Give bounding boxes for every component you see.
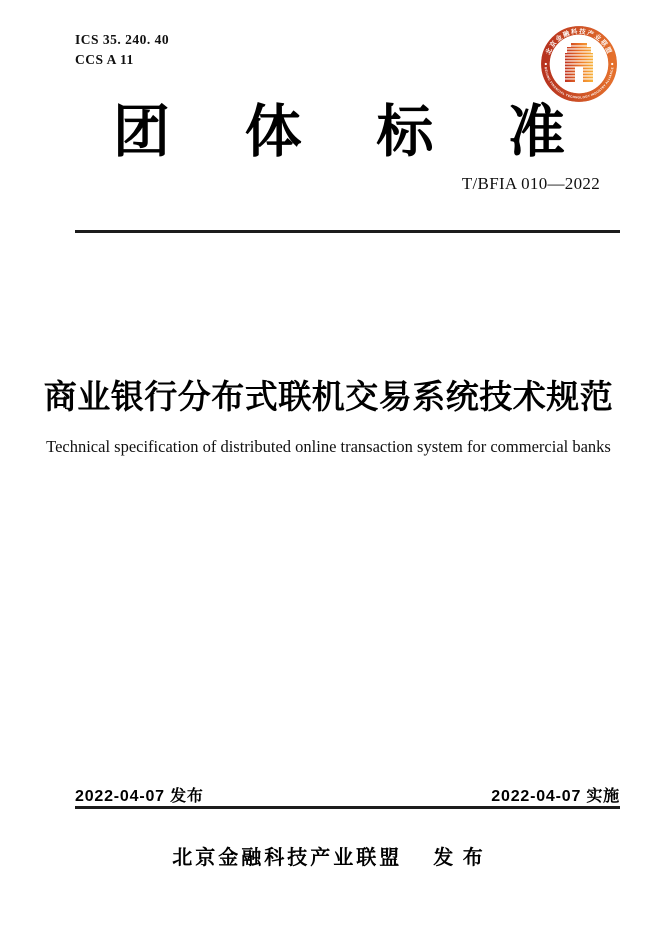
seal-arc-bottom-text: BEIJING FINANCIAL TECHNOLOGY INDUSTRY ALLIANCE: [543, 66, 615, 100]
classification-codes: [75, 30, 169, 70]
dates-row: [75, 783, 620, 806]
doc-type-char: 团: [113, 100, 170, 164]
footer-divider: [75, 806, 620, 809]
release-label: 发 布: [433, 847, 485, 869]
title-zh: 商业银行分布式联机交易系统技术规范: [43, 378, 614, 415]
alliance-seal-icon: [541, 26, 617, 102]
issue-date: 2022-04-07 发布: [75, 788, 204, 805]
standard-number: T/BFIA 010—2022: [461, 174, 600, 193]
title-en: Technical specification of distributed online transaction system for commercial banks: [46, 437, 611, 456]
footer: [0, 841, 657, 870]
doc-type-char: 体: [244, 100, 302, 164]
seal-arc-top-text: 北京金融科技产业联盟: [544, 28, 614, 56]
doc-type-char: 标: [376, 100, 434, 164]
doc-type-heading: [113, 100, 565, 164]
header-divider: [75, 230, 620, 233]
issuer-name: 北京金融科技产业联盟: [172, 847, 403, 869]
ics-code: ICS 35. 240. 40: [75, 32, 170, 47]
implement-date: 2022-04-07 实施: [491, 788, 620, 805]
doc-type-char: 准: [507, 100, 565, 164]
ccs-code: CCS A 11: [75, 52, 134, 67]
